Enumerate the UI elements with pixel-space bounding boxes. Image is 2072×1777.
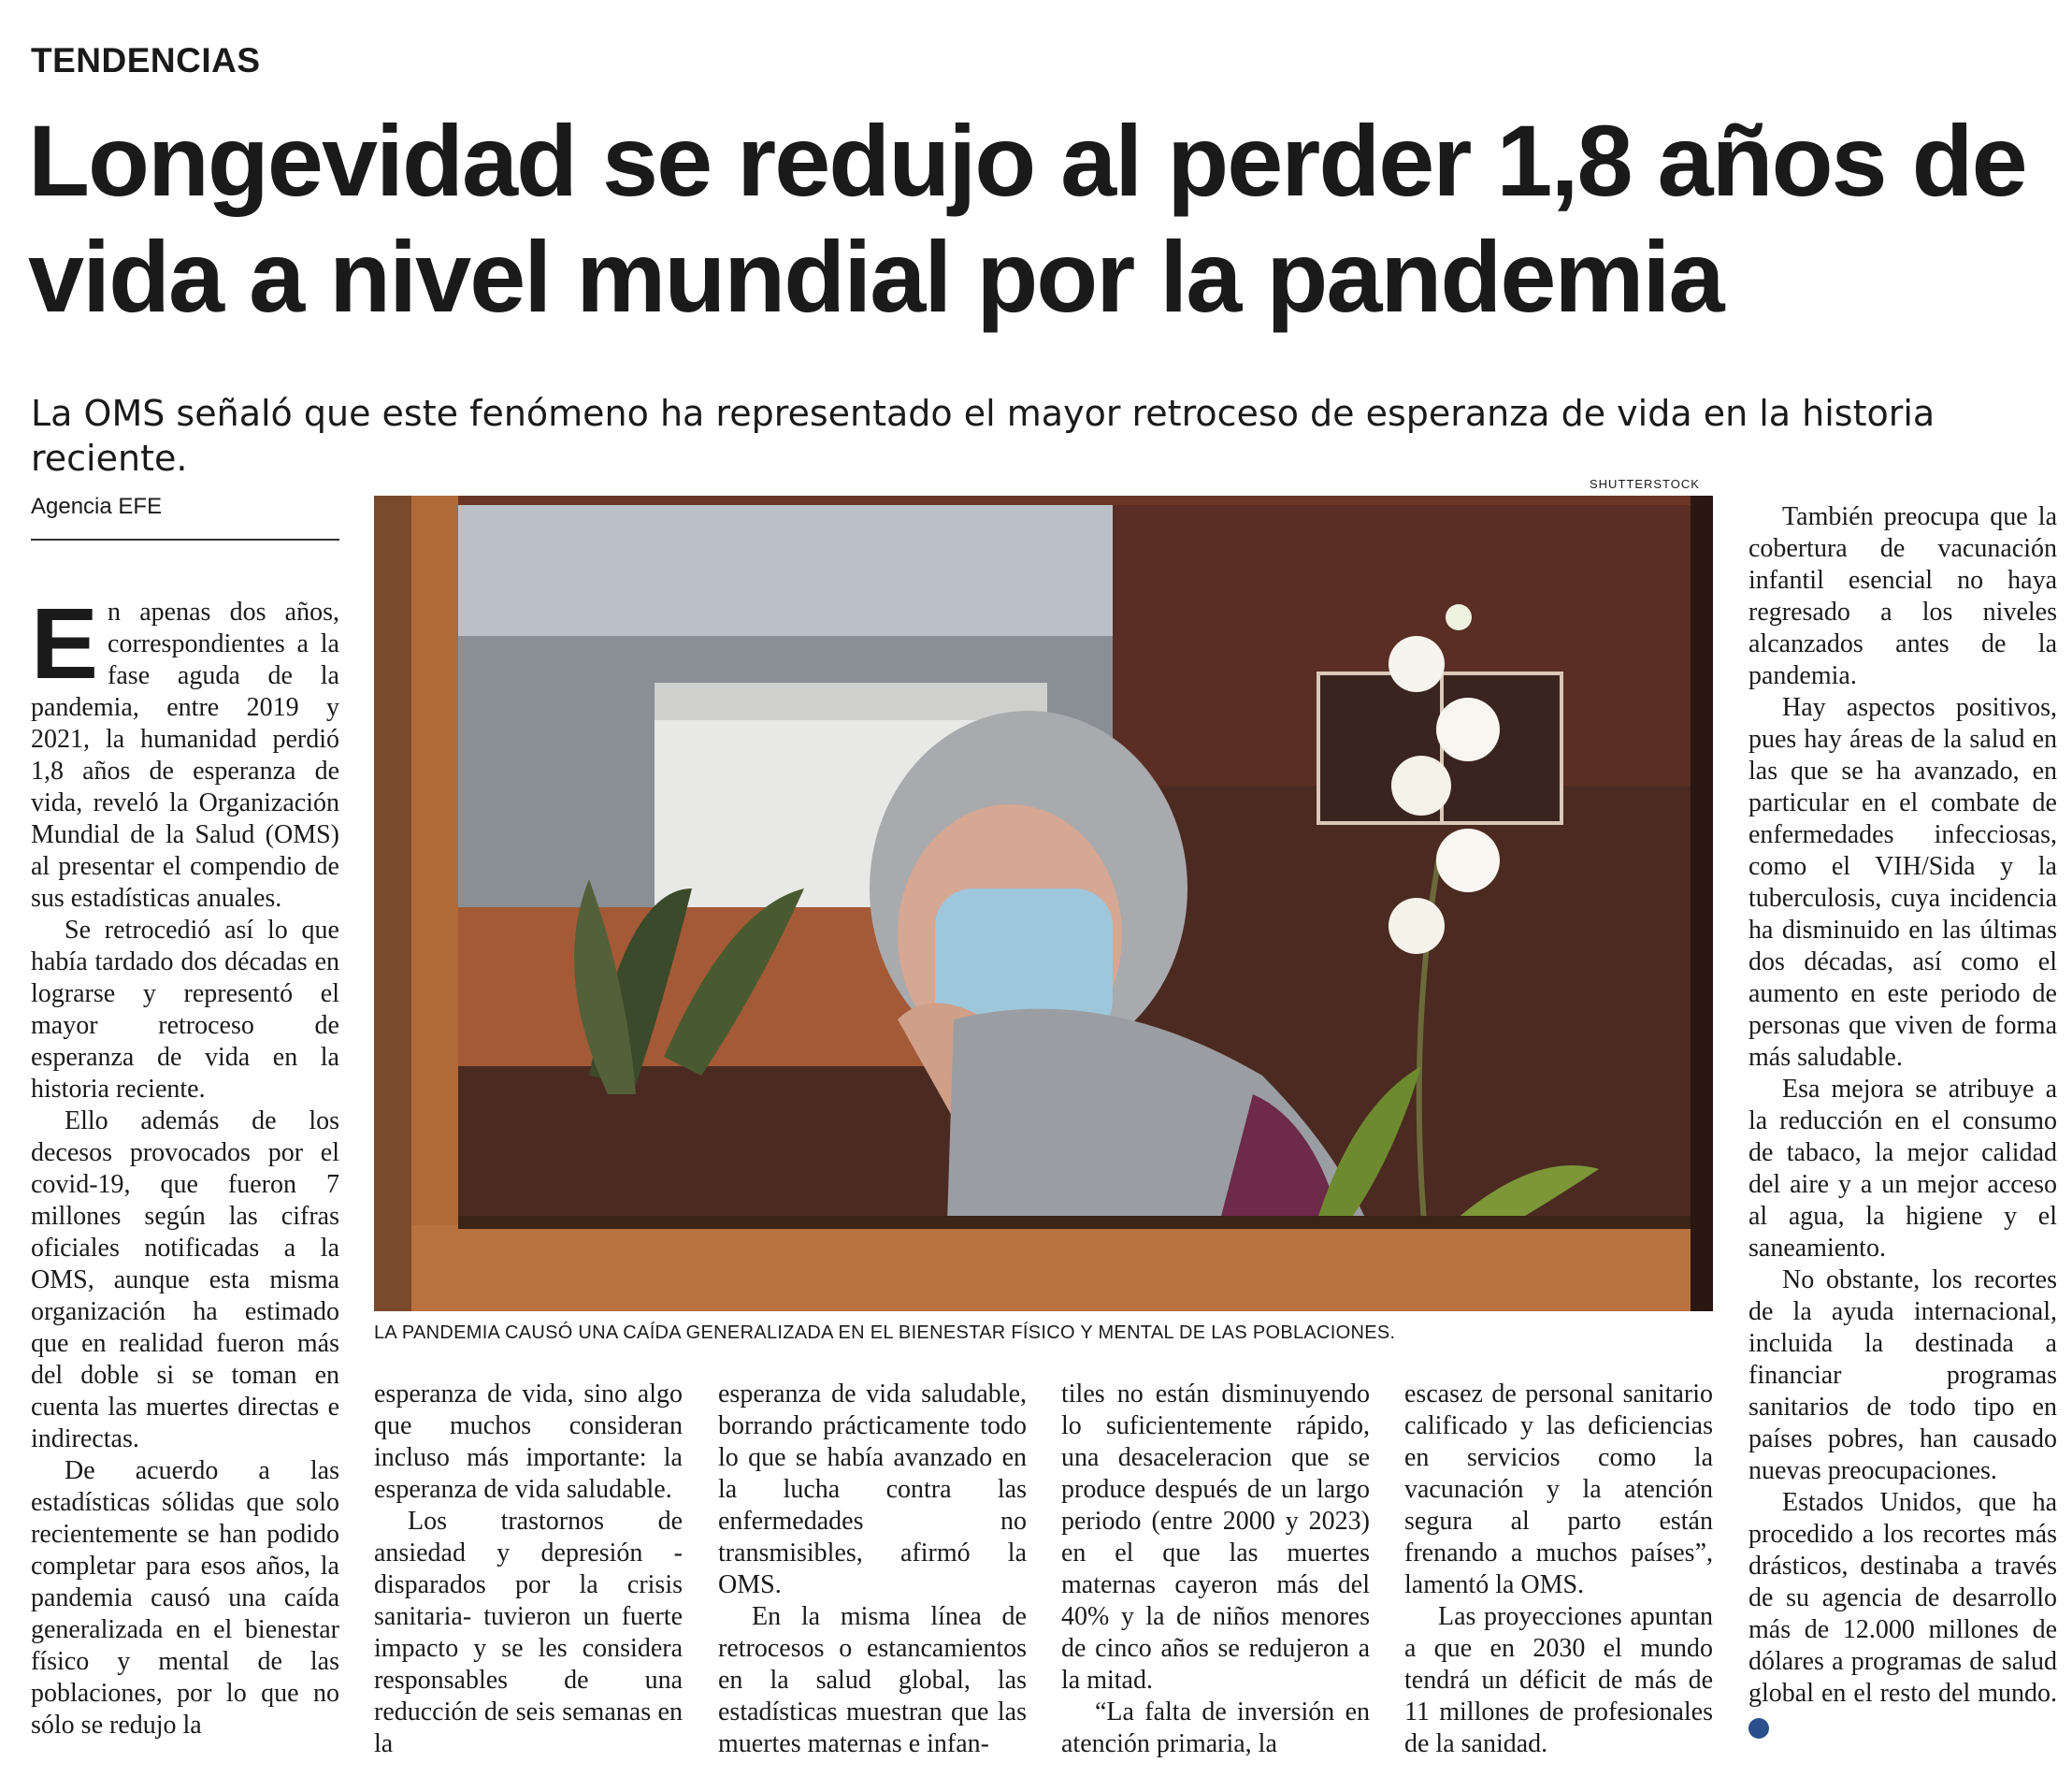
paragraph: escasez de personal sanitario calificado y las deficiencias en servicios como la vacunación y la atención segura al parto están frenando a muchos países”, lamentó la OMS. bbox=[1404, 1380, 1713, 1599]
photo-caption: LA PANDEMIA CAUSÓ UNA CAÍDA GENERALIZADA EN EL BIENESTAR FÍSICO Y MENTAL DE LAS POBLACIONES. bbox=[374, 1322, 1396, 1343]
paragraph: No obstante, los recortes de la ayuda internacional, incluida la destinada a financiar programas sanitarios de todo tipo en países pobres, han causado nuevas preocupaciones. bbox=[1748, 1265, 2057, 1485]
article-column-2 bbox=[374, 1379, 683, 1760]
paragraph: Esa mejora se atribuye a la reducción en el consumo de tabaco, la mejor calidad del aire y a un mejor acceso al agua, la higiene y el saneamiento. bbox=[1748, 1075, 2057, 1263]
headline: Longevidad se redujo al perder 1,8 años de vida a nivel mundial por la pandemia bbox=[28, 104, 2026, 333]
section-label: TENDENCIAS bbox=[31, 41, 261, 79]
paragraph: También preocupa que la cobertura de vacunación infantil esencial no haya regresado a los niveles alcanzados antes de la pandemia. bbox=[1748, 502, 2057, 690]
paragraph: n apenas dos años, correspondientes a la fase aguda de la pandemia, entre 2019 y 2021, la humanidad perdió 1,8 años de esperanza de vida, reveló la Organización Mundial de la Salud (OMS) al presentar el compendio de sus estadísticas anuales. bbox=[31, 598, 339, 913]
article-column-3 bbox=[718, 1379, 1027, 1760]
paragraph bbox=[1748, 1487, 2057, 1741]
paragraph: De acuerdo a las estadísticas sólidas que solo recientemente se han podido completar para esos años, la pandemia causó una caída generalizada en el bienestar físico y mental de las poblaciones, por lo que no sólo se redujo la bbox=[31, 1456, 339, 1740]
byline-divider bbox=[31, 539, 339, 541]
paragraph: tiles no están disminuyendo lo suficientemente rápido, una desaceleracion que se produce después de un largo periodo (entre 2000 y 2023) en el que las muertes maternas cayeron más del 40% y la de niños menores de cinco años se redujeron a la mitad. bbox=[1061, 1380, 1370, 1695]
article-column-1 bbox=[31, 586, 339, 1741]
paragraph: Se retrocedió así lo que había tardado dos décadas en lograrse y representó el mayor retroceso de esperanza de vida en la historia reciente. bbox=[31, 916, 339, 1104]
star-icon: ✪ bbox=[1748, 1718, 1769, 1739]
photo-credit: SHUTTERSTOCK bbox=[1590, 477, 1700, 491]
paragraph: esperanza de vida saludable, borrando prácticamente todo lo que se había avanzado en la lucha contra las enfermedades no transmisibles, afirmó la OMS. bbox=[718, 1380, 1027, 1599]
paragraph: Las proyecciones apuntan a que en 2030 el mundo tendrá un déficit de más de 11 millones de profesionales de la sanidad. bbox=[1404, 1602, 1713, 1758]
paragraph-text: Estados Unidos, que ha procedido a los recortes más drásticos, destinaba a través de su agencia de desarrollo más de 12.000 millones de dólares a programas de salud global en el resto del mundo. bbox=[1748, 1488, 2057, 1708]
subheadline: La OMS señaló que este fenómeno ha representado el mayor retroceso de esperanza de vida en la historia reciente. bbox=[31, 393, 1935, 479]
byline: Agencia EFE bbox=[31, 494, 163, 519]
drop-cap: E bbox=[31, 586, 99, 700]
woman-at-window-illustration bbox=[374, 496, 1713, 1311]
paragraph: “La falta de inversión en atención primaria, la bbox=[1061, 1698, 1370, 1758]
article-photo bbox=[374, 496, 1713, 1311]
article-column-5 bbox=[1404, 1379, 1713, 1760]
paragraph: Ello además de los decesos provocados por el covid-19, que fueron 7 millones según las cifras oficiales notificadas a la OMS, aunque esta misma organización ha estimado que en realidad fueron más del doble si se toman en cuenta las muertes directas e indirectas. bbox=[31, 1106, 339, 1453]
article-column-4 bbox=[1061, 1379, 1370, 1760]
paragraph: En la misma línea de retrocesos o estancamientos en la salud global, las estadísticas muestran que las muertes maternas e infan- bbox=[718, 1602, 1027, 1758]
paragraph: Los trastornos de ansiedad y depresión -disparados por la crisis sanitaria- tuvieron un fuerte impacto y se les considera responsables de una reducción de seis semanas en la bbox=[374, 1507, 683, 1758]
article-column-6 bbox=[1748, 501, 2057, 1741]
paragraph: esperanza de vida, sino algo que muchos consideran incluso más importante: la esperanza de vida saludable. bbox=[374, 1380, 683, 1504]
paragraph: Hay aspectos positivos, pues hay áreas de la salud en las que se ha avanzado, en particular en el combate de enfermedades infecciosas, como el VIH/Sida y la tuberculosis, cuya incidencia ha disminuido en las últimas dos décadas, así como el aumento en este periodo de personas que viven de forma más saludable. bbox=[1748, 693, 2057, 1072]
